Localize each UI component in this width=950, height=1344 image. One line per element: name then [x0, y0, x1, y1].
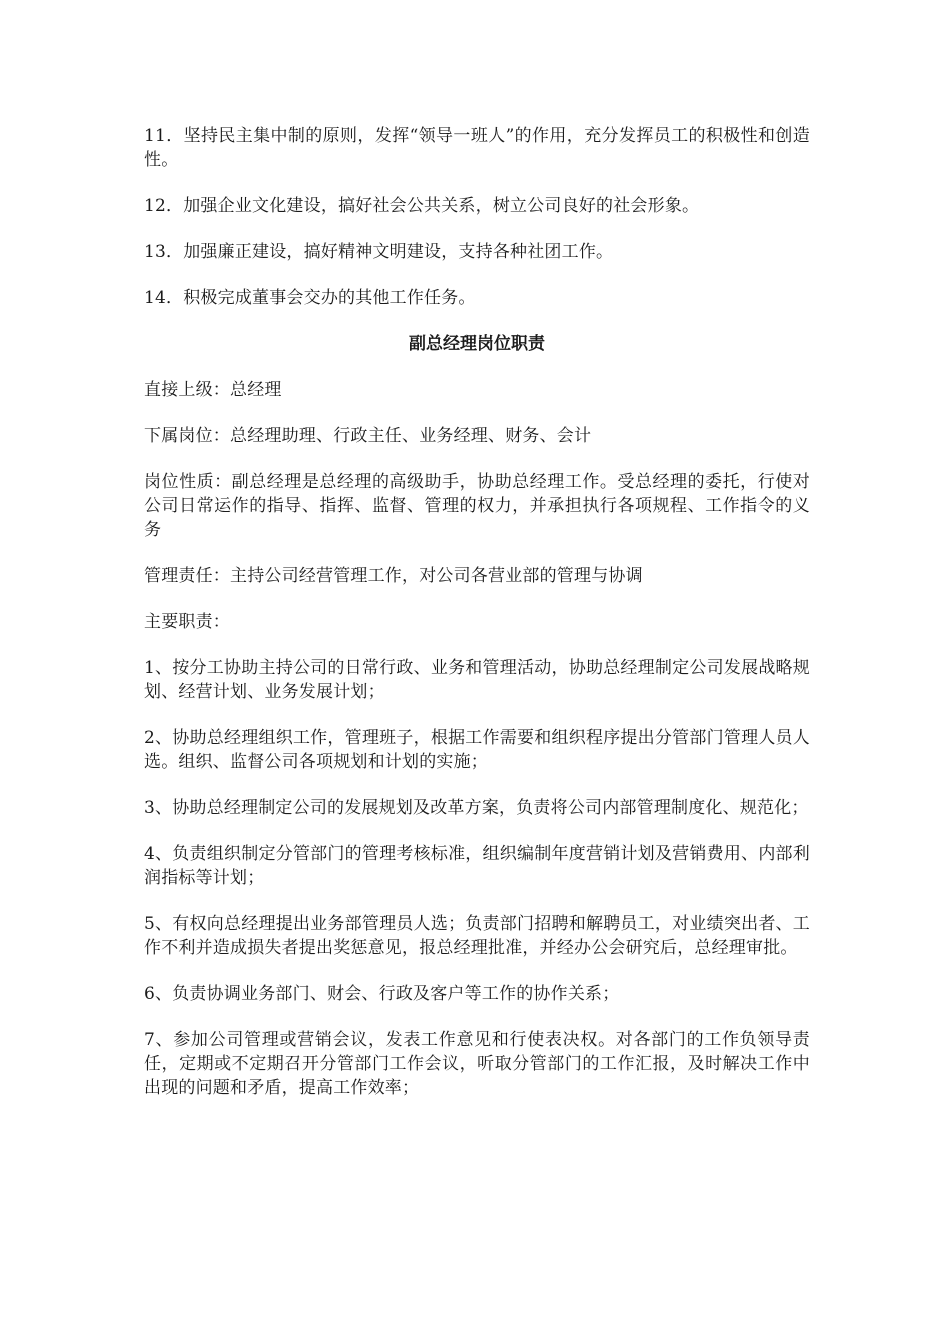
duty-item-14: 14．积极完成董事会交办的其他工作任务。 [144, 288, 476, 308]
duty-item-11: 11．坚持民主集中制的原则，发挥“领导一班人”的作用，充分发挥员工的积极性和创造性。 [144, 126, 810, 170]
position-nature: 岗位性质：副总经理是总经理的高级助手，协助总经理工作。受总经理的委托，行使对公司日常运作的指导、指挥、监督、管理的权力，并承担执行各项规程、工作指令的义务 [144, 472, 810, 540]
document-page [144, 124, 810, 1122]
main-duty-4: 4、负责组织制定分管部门的管理考核标准，组织编制年度营销计划及营销费用、内部利润指标等计划； [144, 844, 810, 888]
subordinate-positions: 下属岗位：总经理助理、行政主任、业务经理、财务、会计 [144, 426, 592, 446]
duty-item-13: 13．加强廉正建设，搞好精神文明建设，支持各种社团工作。 [144, 242, 614, 262]
main-duty-3: 3、协助总经理制定公司的发展规划及改革方案，负责将公司内部管理制度化、规范化； [144, 798, 809, 818]
main-duties-label: 主要职责： [144, 612, 230, 632]
main-duty-5: 5、有权向总经理提出业务部管理员人选；负责部门招聘和解聘员工，对业绩突出者、工作不利并造成损失者提出奖惩意见，报总经理批准，并经办公会研究后，总经理审批。 [144, 914, 810, 958]
duty-item-12: 12．加强企业文化建设，搞好社会公共关系，树立公司良好的社会形象。 [144, 196, 700, 216]
main-duty-6: 6、负责协调业务部门、财会、行政及客户等工作的协作关系； [144, 984, 620, 1004]
management-responsibility: 管理责任：主持公司经营管理工作，对公司各营业部的管理与协调 [144, 566, 643, 586]
main-duty-7: 7、参加公司管理或营销会议，发表工作意见和行使表决权。对各部门的工作负领导责任，定期或不定期召开分管部门工作会议，听取分管部门的工作汇报，及时解决工作中出现的问题和矛盾，提高工作效率； [144, 1030, 810, 1098]
section-title: 副总经理岗位职责 [409, 334, 545, 354]
direct-superior: 直接上级：总经理 [144, 380, 282, 400]
main-duty-1: 1、按分工协助主持公司的日常行政、业务和管理活动，协助总经理制定公司发展战略规划、经营计划、业务发展计划； [144, 658, 810, 702]
main-duty-2: 2、协助总经理组织工作，管理班子，根据工作需要和组织程序提出分管部门管理人员人选。组织、监督公司各项规划和计划的实施； [144, 728, 810, 772]
